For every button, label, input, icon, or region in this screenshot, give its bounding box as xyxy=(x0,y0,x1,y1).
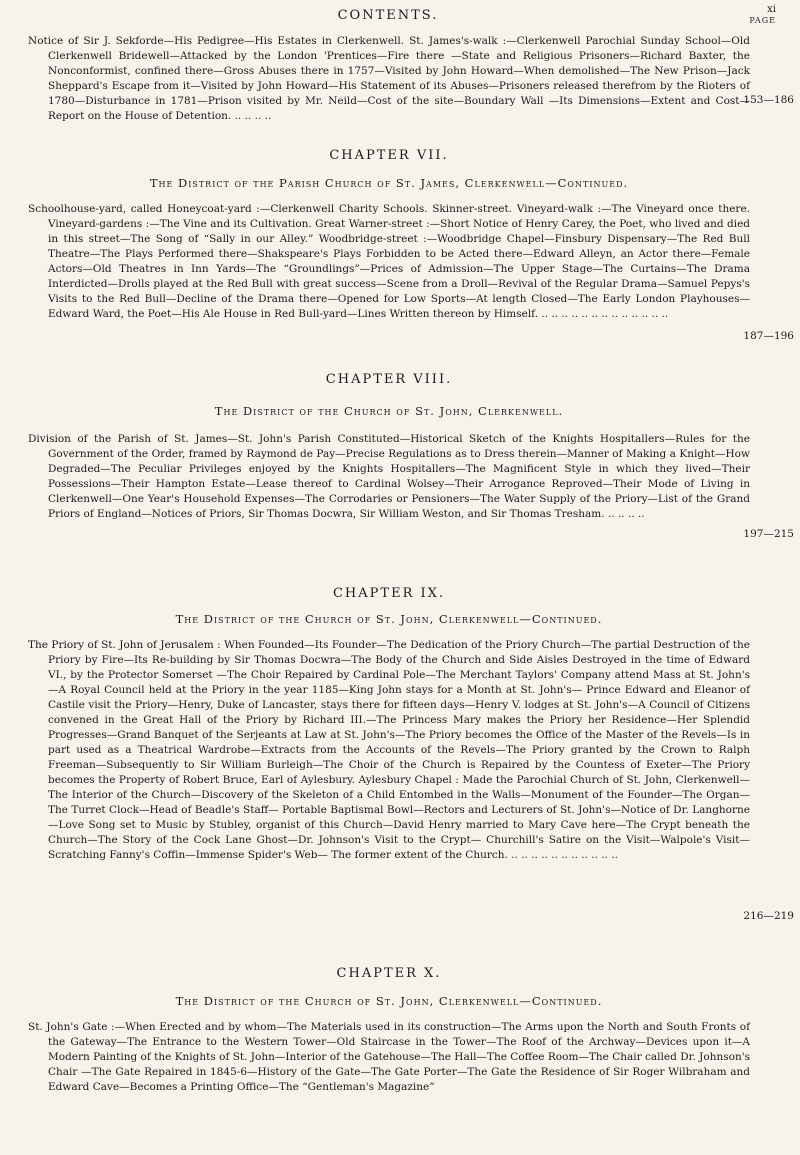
entry-ch8 xyxy=(28,432,750,522)
chapter-title: The District of the Parish Church of St. James, Clerkenwell—Continued. xyxy=(149,176,629,190)
contents-page xyxy=(28,0,794,1155)
chapter-heading: CHAPTER VIII. xyxy=(325,372,453,387)
page-range: 216—219 xyxy=(743,910,794,922)
chapter-title: The District of the Church of St. John, Clerkenwell. xyxy=(214,404,564,418)
folio-number: xi xyxy=(767,4,776,15)
running-head: CONTENTS. xyxy=(337,8,439,23)
entry-ch10 xyxy=(28,1020,750,1095)
entry-text: Division of the Parish of St. James—St. John's Parish Constituted—Historical Sketch of the Knights Hospitallers—Rules for the Government of the Order, framed by Raymond de Pay—Precise Regulations as to Dress therein—Manner of Making a Knight—How Degraded—The Peculiar Privileges enjoyed by the Knights Hospitallers—The Magnificent Style in which they lived—Their Possessions—Their Hampton Estate—Lease thereof to Cardinal Wolsey—Their Arrogance Reproved—Their Mode of Living in Clerkenwell—One Year's Household Expenses—The Corrodaries or Pensioners—The Water Supply of the Priory—List of the Grand Priors of England—Notices of Priors, Sir Thomas Docwra, Sir William Weston, and Sir Thomas Tresham. .. .. .. .. xyxy=(28,433,750,520)
chapter-title: The District of the Church of St. John, Clerkenwell—Continued. xyxy=(175,612,603,626)
entry-ch7 xyxy=(28,202,750,322)
page-column-label: PAGE xyxy=(749,16,776,25)
page-range: 187—196 xyxy=(743,330,794,342)
entry-notice xyxy=(28,34,750,124)
chapter-heading: CHAPTER IX. xyxy=(332,586,446,601)
entry-ch9 xyxy=(28,638,750,863)
entry-text: St. John's Gate :—When Erected and by whom—The Materials used in its construction—The Arms upon the North and South Fronts of the Gateway—The Entrance to the Western Tower—Old Staircase in the Tower—The Roof of the Archway—Devices upon it—A Modern Painting of the Knights of St. John—Interior of the Gatehouse—The Hall—The Coffee Room—The Chair called Dr. Johnson's Chair —The Gate Repaired in 1845-6—History of the Gate—The Gate Porter—The Gate the Residence of Sir Roger Wilbraham and Edward Cave—Becomes a Printing Office—The “Gentleman's Magazine” xyxy=(28,1021,750,1093)
page-range: 153—186 xyxy=(743,94,794,106)
chapter-title: The District of the Church of St. John, Clerkenwell—Continued. xyxy=(175,994,603,1008)
entry-text: The Priory of St. John of Jerusalem : When Founded—Its Founder—The Dedication of the Priory Church—The partial Destruction of the Priory by Fire—Its Re-building by Sir Thomas Docwra—The Body of the Church and Side Aisles Destroyed in the time of Edward VI., by the Protector Somerset —The Choir Repaired by Cardinal Pole—The Merchant Taylors' Company attend Mass at St. John's —A Royal Council held at the Priory in the year 1185—King John stays for a Month at St. John's— Prince Edward and Eleanor of Castile visit the Priory—Henry, Duke of Lancaster, stays there for fifteen days—Henry V. lodges at St. John's—A Council of Citizens convened in the Great Hall of the Priory by Richard III.—The Princess Mary makes the Priory her Residence—Her Splendid Progresses—Grand Banquet of the Serjeants at Law at St. John's—The Priory becomes the Office of the Master of the Revels—Is in part used as a Theatrical Wardrobe—Extracts from the Accounts of the Revels—The Priory granted by the Crown to Ralph Freeman—Subsequently to Sir William Burleigh—The Choir of the Church is Repaired by the Countess of Exeter—The Priory becomes the Property of Robert Bruce, Earl of Aylesbury. Aylesbury Chapel : Made the Parochial Church of St. John, Clerkenwell—The Interior of the Church—Discovery of the Skeleton of a Child Entombed in the Walls—Monument of the Founder—The Organ—The Turret Clock—Head of Beadle's Staff— Portable Baptismal Bowl—Rectors and Lecturers of St. John's—Notice of Dr. Langhorne—Love Song set to Music by Stubley, organist of this Church—David Henry married to Mary Cave here—The Crypt beneath the Church—The Story of the Cock Lane Ghost—Dr. Johnson's Visit to the Crypt— Churchill's Satire on the Visit—Walpole's Visit—Scratching Fanny's Coffin—Immense Spider's Web— The former extent of the Church. .. .. .. .. .. .. .. .. .. .. .. xyxy=(28,639,750,861)
chapter-heading: CHAPTER X. xyxy=(336,966,442,981)
chapter-heading: CHAPTER VII. xyxy=(329,148,449,163)
entry-text: Schoolhouse-yard, called Honeycoat-yard :—Clerkenwell Charity Schools. Skinner-street. Vineyard-walk :—The Vineyard once there. Vineyard-gardens :—The Vine and its Cultivation. Great Warner-street :—Short Notice of Henry Carey, the Poet, who lived and died in this street—The Song of “Sally in our Alley.” Woodbridge-street :—Woodbridge Chapel—Finsbury Dispensary—The Red Bull Theatre—The Plays Performed there—Shakspeare's Plays Forbidden to be Acted there—Edward Alleyn, an Actor there—Female Actors—Old Theatres in Inn Yards—The “Groundlings”—Prices of Admission—The Upper Stage—The Curtains—The Drama Interdicted—Drolls played at the Red Bull with great success—Scene from a Droll—Revival of the Regular Drama—Samuel Pepys's Visits to the Red Bull—Decline of the Drama there—Opened for Low Sports—At length Closed—The Early London Playhouses—Edward Ward, the Poet—His Ale House in Red Bull-yard—Lines Written thereon by Himself. .. .. .. .. .. .. .. .. .. .. .. .. .. xyxy=(28,203,750,320)
entry-text: Notice of Sir J. Sekforde—His Pedigree—His Estates in Clerkenwell. St. James's-walk :—Clerkenwell Parochial Sunday School—Old Clerkenwell Bridewell—Attacked by the London 'Prentices—Fire there —State and Religious Prisoners—Richard Baxter, the Nonconformist, confined there—Gross Abuses there in 1757—Visited by John Howard—When demolished—The New Prison—Jack Sheppard's Escape from it—Visited by John Howard—His Statement of its Abuses—Prisoners released therefrom by the Rioters of 1780—Disturbance in 1781—Prison visited by Mr. Neild—Cost of the site—Boundary Wall —Its Dimensions—Extent and Cost—Report on the House of Detention. .. .. .. .. xyxy=(28,35,750,122)
page-range: 197—215 xyxy=(743,528,794,540)
